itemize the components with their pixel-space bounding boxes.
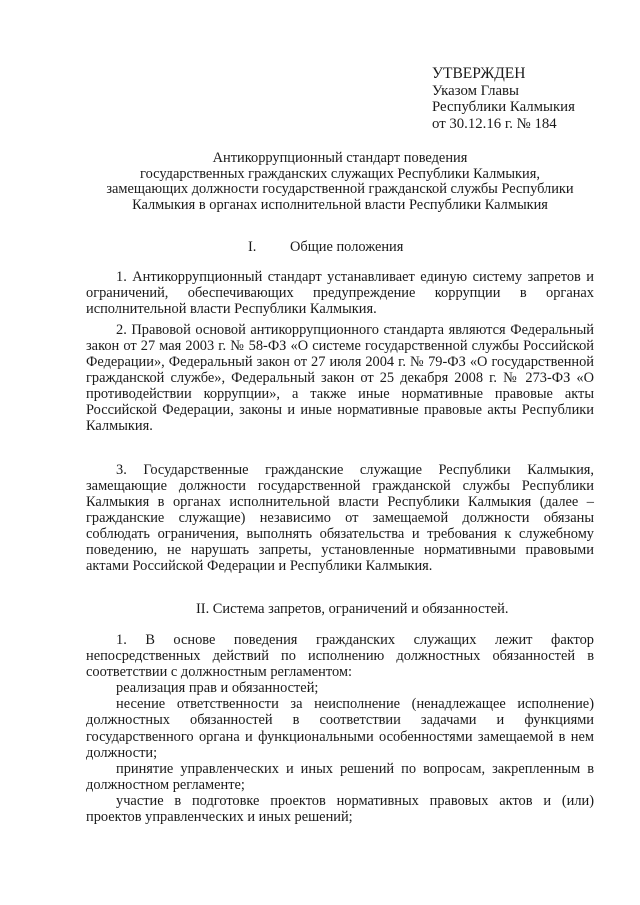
approval-date: от 30.12.16 г. № 184 (432, 115, 557, 132)
list-item: участие в подготовке проектов нормативных правовых актов и (или) проектов управленческих и иных решений; (86, 792, 594, 826)
paragraph (86, 322, 594, 434)
title-line: Антикоррупционный стандарт поведения (212, 150, 468, 166)
list-item: принятие управленческих и иных решений по вопросам, закрепленным в должностном регламенте; (86, 760, 594, 793)
paragraph-text: 2. Правовой основой антикоррупционного стандарта являются Федеральный закон от 27 мая 2003 г. № 58-ФЗ «О системе государственной службы Российской Федерации», Федеральный закон от 27 июля 2004 г. № 79-ФЗ «О государственной гражданской службе», Федеральный закон от 25 декабря 2008 г. № 273-ФЗ «О противодействии коррупции», а также иные нормативные правовые акты Российской Федерации, законы и иные нормативные правовые акты Республики Калмыкия. (86, 322, 594, 434)
section-number: I. (248, 239, 257, 255)
document-title (86, 151, 594, 213)
obligations-list (86, 632, 594, 825)
approval-heading: УТВЕРЖДЕН (432, 65, 526, 82)
section-heading-2: II. Система запретов, ограничений и обязанностей. (196, 601, 509, 617)
paragraph-text: 1. Антикоррупционный стандарт устанавливает единую систему запретов и ограничений, обеспечивающих предупреждение коррупции в органах исполнительной власти Республики Калмыкия. (86, 269, 594, 317)
paragraph (86, 269, 594, 317)
approval-line: Республики Калмыкия (432, 99, 575, 115)
list-item: несение ответственности за неисполнение (ненадлежащее исполнение) должностных обязанностей в соответствии задачами и функциями государственного органа и функциональными особенностями замещаемой в нем должности; (86, 696, 594, 761)
paragraph-text: 3. Государственные гражданские служащие Республики Калмыкия, замещающие должности государственной гражданской службы Республики Калмыкия в органах исполнительной власти Республики Калмыкия (далее – гражданские служащие) независимо от замещаемой должности обязаны соблюдать ограничения, выполнять обязательства и требования к служебному поведению, не нарушать запреты, установленные нормативными правовыми актами Российской Федерации и Республики Калмыкия. (86, 462, 594, 574)
paragraph (86, 462, 594, 574)
list-item: реализация прав и обязанностей; (116, 680, 319, 697)
title-line: государственных гражданских служащих Республики Калмыкия, (140, 165, 540, 182)
approval-line: Указом Главы (432, 82, 519, 99)
list-intro: 1. В основе поведения гражданских служащих лежит фактор непосредственных действий по исполнению должностных обязанностей в соответствии с должностным регламентом: (86, 632, 594, 681)
title-line: замещающих должности государственной гражданской службы Республики (106, 181, 574, 198)
section-title: Общие положения (290, 239, 404, 255)
title-line: Калмыкия в органах исполнительной власти Республики Калмыкия (132, 196, 548, 213)
section-heading-1 (248, 239, 403, 255)
approval-stamp (432, 66, 632, 132)
